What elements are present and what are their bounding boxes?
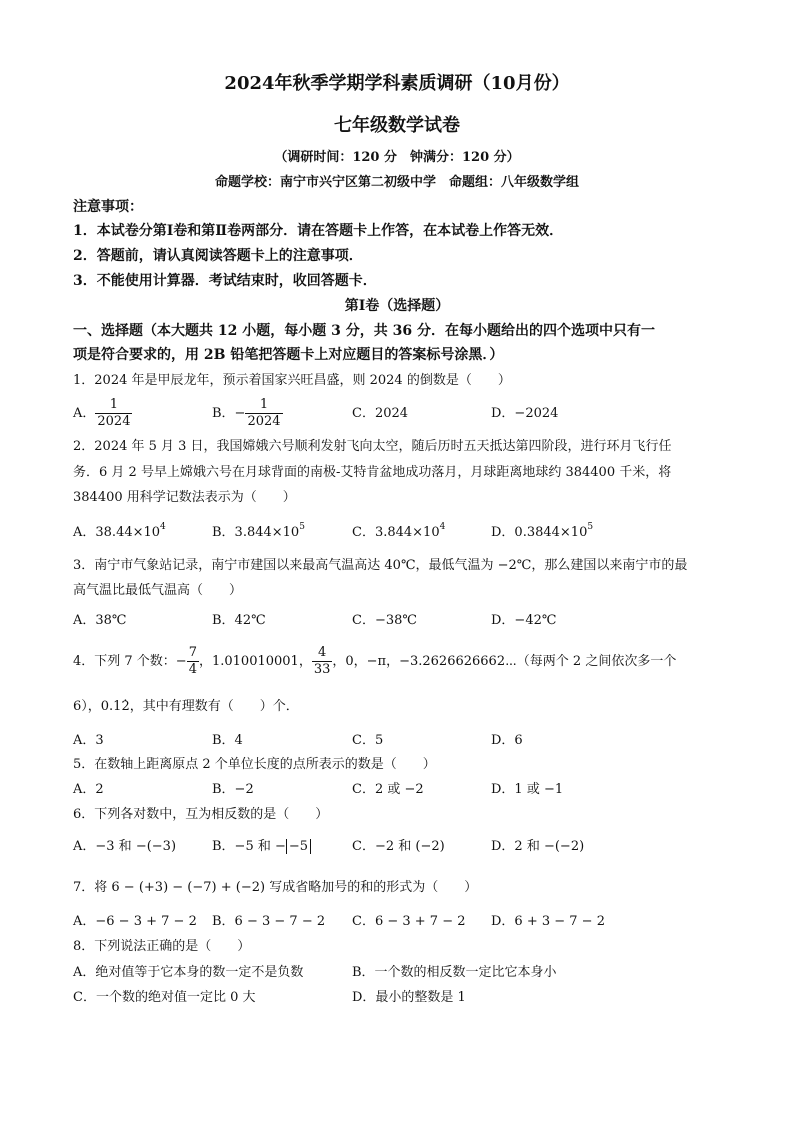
question-8-option-c: C．一个数的绝对值一定比 0 大: [73, 990, 256, 1005]
question-2-option-a: A．$38.44\times 10^4$: [73, 522, 166, 540]
notes-heading: 注意事项：: [73, 199, 143, 215]
question-1-option-b: B．− $\frac{1}{2024}$: [212, 397, 281, 429]
question-2-option-c: C．$3.844\times 10^4$: [352, 522, 446, 540]
question-5-option-b: B．−2: [212, 782, 254, 797]
exam-school-info: 命题学校：南宁市兴宁区第二初级中学 命题组：八年级数学组: [214, 175, 579, 190]
question-6-option-a: A．−3 和 −(−3): [73, 839, 177, 854]
question-7-option-a: A．−6 − 3 + 7 − 2: [73, 914, 197, 929]
question-6-option-b: B．−5 和 − −5: [212, 838, 311, 856]
section-instruction: 项是符合要求的，用 2B 铅笔把答题卡上对应题目的答案标号涂黑．）: [73, 347, 504, 363]
notes-item: 1．本试卷分第Ⅰ卷和第Ⅱ卷两部分．请在答题卡上作答，在本试卷上作答无效．: [73, 223, 564, 239]
question-3-option-c: C．−38℃: [352, 613, 417, 628]
exam-subtitle: 七年级数学试卷: [334, 115, 460, 136]
question-7-stem: 7．将 6 − (+3) − (−7) + (−2) 写成省略加号的和的形式为（ ）: [73, 880, 478, 895]
question-2-stem: 384400 用科学记数法表示为（ ）: [73, 490, 296, 505]
question-3-stem: 高气温比最低气温高（ ）: [73, 583, 243, 598]
question-4-option-d: D．6: [491, 733, 523, 748]
question-7-option-d: D．6 + 3 − 7 − 2: [491, 914, 605, 929]
question-2-option-d: D．$0.3844\times 10^5$: [491, 522, 594, 540]
question-1-option-a: A． $\frac{1}{2024}$: [73, 397, 131, 429]
question-7-option-c: C．6 − 3 + 7 − 2: [352, 914, 466, 929]
section-title: 第Ⅰ卷（选择题）: [344, 298, 450, 314]
question-3-stem: 3．南宁市气象站记录，南宁市建国以来最高气温高达 40℃，最低气温为 −2℃，那么建国以来南宁市的最: [73, 558, 688, 573]
question-8-option-b: B．一个数的相反数一定比它本身小: [352, 965, 557, 980]
question-7-option-b: B．6 − 3 − 7 − 2: [212, 914, 326, 929]
question-8-option-a: A．绝对值等于它本身的数一定不是负数: [73, 965, 304, 980]
question-4-option-c: C．5: [352, 733, 384, 748]
notes-item: 2．答题前，请认真阅读答题卡上的注意事项．: [73, 248, 363, 264]
question-6-option-d: D．2 和 −(−2): [491, 839, 585, 854]
question-6-stem: 6．下列各对数中，互为相反数的是（ ）: [73, 807, 329, 822]
question-3-option-a: A．38℃: [73, 613, 127, 628]
question-6-option-c: C．−2 和 (−2): [352, 839, 445, 854]
question-4-option-b: B．4: [212, 733, 243, 748]
question-8-stem: 8．下列说法正确的是（ ）: [73, 939, 251, 954]
question-8-option-d: D．最小的整数是 1: [352, 990, 466, 1005]
question-3-option-d: D．−42℃: [491, 613, 557, 628]
question-4-option-a: A．3: [73, 733, 104, 748]
notes-item: 3．不能使用计算器．考试结束时，收回答题卡．: [73, 273, 377, 289]
question-1-option-c: C．2024: [352, 406, 409, 421]
question-5-option-d: D．1 或 −1: [491, 782, 564, 797]
question-2-stem: 务．6 月 2 号早上嫦娥六号在月球背面的南极-艾特肯盆地成功落月，月球距离地球约 384400 千米，将: [73, 465, 672, 480]
question-5-option-a: A．2: [73, 782, 104, 797]
section-instruction: 一、选择题（本大题共 12 小题，每小题 3 分，共 36 分．在每小题给出的四个选项中只有一: [73, 323, 655, 339]
question-5-stem: 5．在数轴上距离原点 2 个单位长度的点所表示的数是（ ）: [73, 757, 436, 772]
exam-title: 2024年秋季学期学科素质调研（10月份）: [224, 73, 570, 94]
question-1-option-d: D．−2024: [491, 406, 559, 421]
exam-time-info: （调研时间：120 分 钟满分：120 分）: [274, 150, 520, 165]
question-2-option-b: B．$3.844\times 10^5$: [212, 522, 305, 540]
question-2-stem: 2．2024 年 5 月 3 日，我国嫦娥六号顺利发射飞向太空，随后历时五天抵达第四阶段，进行环月飞行任: [73, 439, 672, 454]
question-3-option-b: B．42℃: [212, 613, 266, 628]
question-4-stem: 4．下列 7 个数：− $\frac{7}{4}$ ，1.010010001， $\frac{4}{33}$ ，0，−π，−3.2626626662⋯（每两个 2 之间依次多一个: [73, 645, 677, 677]
question-4-stem: 6），0.1. 2，其中有理数有（ ）个．: [73, 698, 299, 716]
question-5-option-c: C．2 或 −2: [352, 782, 424, 797]
question-1-stem: 1．2024 年是甲辰龙年，预示着国家兴旺昌盛，则 2024 的倒数是（ ）: [73, 373, 511, 388]
